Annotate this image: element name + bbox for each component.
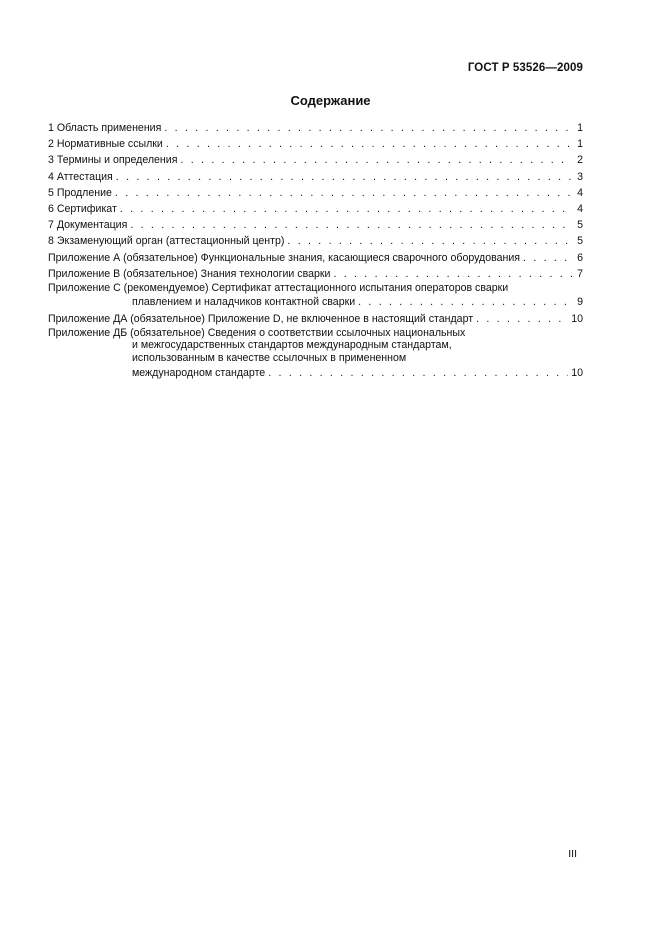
toc-entry xyxy=(48,169,583,185)
toc-entry-text: 6 Сертификат xyxy=(48,202,117,215)
toc-leader-dots xyxy=(166,136,572,152)
toc-entry xyxy=(48,266,583,282)
toc-leader-dots xyxy=(268,365,568,381)
toc-entry xyxy=(48,136,583,152)
page-title: Содержание xyxy=(290,93,371,108)
toc-leader-dots xyxy=(164,120,572,136)
toc-entry-appendix-da xyxy=(48,311,583,327)
toc-leader-dots xyxy=(130,217,572,233)
toc-entry-page: 9 xyxy=(577,296,583,309)
toc-entry-page: 10 xyxy=(571,366,583,379)
toc-leader-dots xyxy=(333,266,572,282)
toc-entry-appendix-db xyxy=(48,327,583,381)
toc-entry-text: 2 Нормативные ссылки xyxy=(48,138,163,151)
toc-entry-page: 10 xyxy=(571,312,583,325)
toc-entry-text: Приложение ДА (обязательное) Приложение D, не включенное в настоящий стандарт xyxy=(48,312,474,325)
toc-entry-page: 1 xyxy=(577,138,583,151)
page-number: III xyxy=(568,848,577,860)
toc-entry-text: Приложение В (обязательное) Знания технологии сварки xyxy=(48,267,331,280)
toc-leader-dots xyxy=(358,294,572,310)
toc-entry-page: 2 xyxy=(577,154,583,167)
toc-entry-text: 8 Экзаменующий орган (аттестационный центр) xyxy=(48,235,285,248)
toc-entry xyxy=(48,120,583,136)
toc-entry-text: международном стандарте xyxy=(132,366,266,379)
toc-entry xyxy=(48,217,583,233)
toc-entry-page: 4 xyxy=(577,202,583,215)
toc-entry xyxy=(48,152,583,168)
toc-entry-page: 3 xyxy=(577,170,583,183)
toc-leader-dots xyxy=(180,152,572,168)
toc-entry-page: 5 xyxy=(577,219,583,232)
toc-entry xyxy=(48,201,583,217)
toc-entry-text: использованным в качестве ссылочных в примененном xyxy=(132,352,407,365)
toc-leader-dots xyxy=(287,233,572,249)
toc-entry-text: 5 Продление xyxy=(48,186,112,199)
toc-entry-text: Приложение А (обязательное) Функциональные знания, касающиеся сварочного оборудования xyxy=(48,251,521,264)
toc-entry-text: плавлением и наладчиков контактной сварки xyxy=(132,296,356,309)
toc-entry-text: 1 Область применения xyxy=(48,122,162,134)
toc-entry-page: 7 xyxy=(577,267,583,280)
toc-entry xyxy=(48,250,583,266)
toc-entry-page: 4 xyxy=(577,186,583,199)
toc-entry-text: 3 Термины и определения xyxy=(48,154,178,167)
toc-entry-text: Приложение ДБ (обязательное) Сведения о соответствии ссылочных национальных xyxy=(48,326,466,339)
table-of-contents xyxy=(48,120,583,381)
toc-entry-text: Приложение С (рекомендуемое) Сертификат аттестационного испытания операторов сварки xyxy=(48,281,509,294)
toc-entry-appendix-c xyxy=(48,282,583,311)
toc-entry-text: 7 Документация xyxy=(48,219,128,232)
toc-leader-dots xyxy=(523,250,572,266)
toc-entry-page: 6 xyxy=(577,251,583,264)
document-header-code: ГОСТ Р 53526—2009 xyxy=(467,62,583,74)
toc-entry-text: 4 Аттестация xyxy=(48,170,113,183)
toc-entry-page: 1 xyxy=(577,122,583,134)
toc-entry-text: и межгосударственных стандартов международным стандартам, xyxy=(132,339,452,352)
toc-entry-page: 5 xyxy=(577,235,583,248)
toc-entry xyxy=(48,233,583,249)
toc-leader-dots xyxy=(116,169,572,185)
toc-leader-dots xyxy=(476,311,568,327)
toc-leader-dots xyxy=(120,201,572,217)
toc-leader-dots xyxy=(115,185,572,201)
toc-entry xyxy=(48,185,583,201)
